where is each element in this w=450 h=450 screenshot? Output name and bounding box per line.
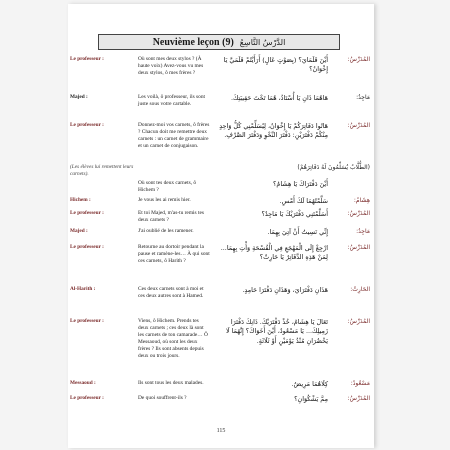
- speaker-fr: Le professeur :: [70, 318, 104, 324]
- arabic-line: هَاتُوا دَفَاتِرَكُمْ يَا إِخْوَانُ، لِيُسَلِّمْنِي كُلُّ وَاحِدٍ مِنْكُمْ دَفْتَرَيْنِ: دَفْتَرَ النَّحْوِ وَدَفْتَرَ الصَّرْفِ.: [219, 122, 328, 140]
- arabic-line: مِمَّ يَشْكُوَانِ؟: [294, 395, 328, 403]
- french-line: Je vous les ai remis hier.: [138, 197, 191, 203]
- french-line: Les voilà, ô professeur, ils sont juste sous votre cartable.: [138, 94, 206, 107]
- speaker-ar: مَسْعُودُ:: [350, 380, 370, 387]
- french-line: Ils sont tous les deux malades.: [138, 380, 204, 386]
- speaker-ar: المُدَرِّسُ:: [347, 210, 370, 217]
- speaker-ar: المُدَرِّسُ:: [347, 395, 370, 402]
- arabic-line: سَلَّمْتُهُمَا لَكَ أَمْسِ.: [279, 197, 328, 205]
- speaker-fr: Hichem :: [70, 197, 91, 203]
- speaker-ar: المُدَرِّسُ:: [347, 244, 370, 251]
- speaker-fr: Majed :: [70, 228, 88, 234]
- french-line: Viens, ô Hichem. Prends tes deux carnets ; ces deux là sont les carnets de ton camarade… Ô Messaoud, où sont les deux frères ? Ils sont absents depuis deux ou trois jours.: [138, 318, 208, 359]
- lesson-header: [98, 34, 340, 50]
- french-line: Ces deux carnets sont à moi et ces deux autres sont à Hamed.: [138, 286, 204, 299]
- french-line: Où sont tes deux carnets, ô Hichem ?: [138, 180, 197, 193]
- arabic-line: إِنِّي نَسِيتُ أَنْ آتِيَ بِهِمَا.: [267, 228, 328, 236]
- stage-direction-ar: (الطُّلَّابُ يُسَلِّمُونَ لَهُ دَفَاتِرَهُمْ): [297, 164, 370, 171]
- speaker-fr: Le professeur :: [70, 56, 104, 62]
- lesson-title-ar: الدَّرْسُ التَّاسِعُ: [239, 37, 286, 47]
- french-line: Retourne au dortoir pendant la pause et ramène-les… À qui sont ces carnets, ô Harith ?: [138, 244, 210, 264]
- arabic-line: أَسَلَّمْتَنِي دَفْتَرَيْكَ يَا مَاجِدُ؟: [261, 210, 328, 218]
- speaker-fr: Le professeur :: [70, 122, 104, 128]
- speaker-ar: المُدَرِّسُ:: [347, 56, 370, 63]
- french-line: Où sont mes deux stylos ? (À haute voix) Avez-vous vu mes deux stylos, ô mes frères ?: [138, 56, 204, 76]
- page-number: 115: [216, 428, 226, 434]
- speaker-ar: مَاجِدُ:: [356, 94, 370, 101]
- lesson-title-fr: Neuvième leçon (9): [152, 36, 234, 48]
- arabic-line: ارْجِعْ إِلَى الْمَهْجَعِ فِي الْفُسْحَةِ وَأْتِ بِهِمَا... لِمَنْ هَذِهِ الدَّفَاتِرُ يَا حَارِثُ؟: [220, 244, 328, 262]
- speaker-ar: مَاجِدُ:: [356, 228, 370, 235]
- french-line: Donnez-moi vos carnets, ô frères ? Chacun doit me remettre deux carnets : un carnet de grammaire et un carnet de conjugaison.: [138, 122, 210, 149]
- arabic-line: تَعَالَ يَا هِشَامُ، خُذْ دَفْتَرَيْكَ. ذَانِكَ دَفْتَرَا زَمِيلِكَ... يَا مَسْعُودُ، أَيْنَ أَخَوَاكَ؟ إِنَّهُمَا لَا يَحْضُرَانِ مُنْذُ يَوْمَيْنِ أَوْ ثَلَاثَةٍ.: [225, 318, 328, 345]
- arabic-line: أَيْنَ قَلَمَايَ؟ (بِصَوْتٍ عَالٍ) أَرَأَيْتُمْ قَلَمَيَّ يَا إِخْوَانُ؟: [223, 56, 328, 74]
- french-line: Et toi Majed, m'as-tu remis tes deux carnets ?: [138, 210, 204, 223]
- arabic-line: هَذَانِ دَفْتَرَايَ، وَهَذَانِ دَفْتَرَا حَامِدٍ.: [242, 286, 328, 294]
- speaker-ar: الحَارِثُ:: [350, 286, 370, 293]
- french-line: J'ai oublié de les ramener.: [138, 228, 194, 234]
- speaker-ar: هِشَامُ:: [353, 197, 370, 204]
- book-page: [68, 4, 374, 448]
- french-line: De quoi souffrent-ils ?: [138, 395, 187, 401]
- arabic-line: أَيْنَ دَفْتَرَاكَ يَا هِشَامُ؟: [272, 180, 328, 188]
- speaker-fr: Le professeur :: [70, 244, 104, 250]
- arabic-line: كِلَاهُمَا مَرِيضٌ.: [291, 380, 328, 388]
- stage-direction-fr: (Les élèves lui remettent leurs carnets).: [70, 164, 134, 177]
- speaker-fr: Majed :: [70, 94, 88, 100]
- speaker-fr: Le professeur :: [70, 395, 104, 401]
- speaker-ar: المُدَرِّسُ:: [347, 122, 370, 129]
- speaker-fr: Le professeur :: [70, 210, 104, 216]
- speaker-fr: Al-Harith :: [70, 286, 96, 292]
- arabic-line: هَاهُمَا ذَانِ يَا أُسْتَاذُ، هُمَا تَحْتَ حَقِيبَتِكَ.: [230, 94, 328, 102]
- speaker-fr: Messaoud :: [70, 380, 96, 386]
- speaker-ar: المُدَرِّسُ:: [347, 318, 370, 325]
